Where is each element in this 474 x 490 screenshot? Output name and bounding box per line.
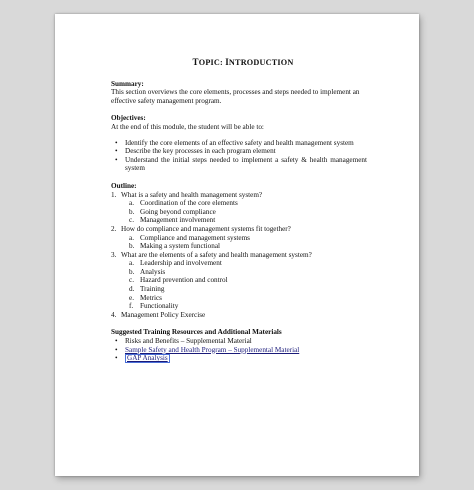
- outline-text: Management Policy Exercise: [121, 310, 206, 319]
- sub-text: Going beyond compliance: [140, 207, 216, 216]
- title-initial: T: [192, 57, 199, 67]
- resource-link-gap-analysis[interactable]: [125, 354, 170, 363]
- outline-number: 4.: [111, 310, 117, 319]
- sub-text: Hazard prevention and control: [140, 276, 228, 285]
- resource-risks-benefits: Risks and Benefits – Supplemental Material: [125, 337, 252, 346]
- summary-heading: Summary:: [111, 79, 144, 88]
- outline-subitem: [129, 208, 367, 217]
- sub-text: Coordination of the core elements: [140, 199, 238, 208]
- outline-section: [111, 182, 367, 320]
- outline-sublist: [121, 259, 367, 311]
- objectives-section: [111, 114, 367, 173]
- outline-heading: Outline:: [111, 181, 137, 190]
- sub-letter: c.: [129, 276, 134, 285]
- outline-subitem: [129, 234, 367, 243]
- resources-heading: Suggested Training Resources and Additional Materials: [111, 328, 282, 337]
- sub-letter: a.: [129, 233, 134, 242]
- outline-number: 3.: [111, 250, 117, 259]
- outline-text: How do compliance and management systems fit together?: [121, 224, 291, 233]
- summary-section: [111, 80, 367, 106]
- resource-link-sample-program[interactable]: Sample Safety and Health Program – Supplemental Material: [125, 345, 300, 354]
- outline-number: 2.: [111, 224, 117, 233]
- sub-text: Management involvement: [140, 216, 216, 225]
- document-content: [111, 58, 367, 363]
- sub-letter: b.: [129, 207, 135, 216]
- title-separator: :: [220, 58, 226, 67]
- outline-text: What is a safety and health management system?: [121, 190, 263, 199]
- outline-text: What are the elements of a safety and health management system?: [121, 250, 312, 259]
- outline-item: [111, 311, 367, 320]
- sub-text: Leadership and involvement: [140, 259, 222, 268]
- outline-item: [111, 225, 367, 251]
- outline-subitem: [129, 259, 367, 268]
- gap-analysis-label[interactable]: GAP Analysis: [127, 354, 168, 363]
- resources-list: [111, 337, 367, 363]
- page-title: [111, 58, 367, 68]
- outline-subitem: [129, 302, 367, 311]
- outline-subitem: [129, 276, 367, 285]
- sub-text: Training: [140, 285, 165, 294]
- resources-section: [111, 328, 367, 363]
- sub-letter: d.: [129, 285, 135, 294]
- list-item: • Identify the core elements of an effective safety and health management system: [111, 139, 367, 148]
- list-item: • Understand the initial steps needed to implement a safety & health management system: [111, 156, 367, 173]
- outline-number: 1.: [111, 190, 117, 199]
- sub-text: Compliance and management systems: [140, 233, 250, 242]
- sub-letter: b.: [129, 242, 135, 251]
- sub-text: Functionality: [140, 302, 179, 311]
- resource-item[interactable]: [111, 346, 367, 355]
- sub-letter: a.: [129, 199, 134, 208]
- title-rest: OPIC: [198, 58, 221, 67]
- title-initial-2: I: [225, 57, 229, 67]
- sub-text: Analysis: [140, 267, 166, 276]
- outline-subitem: [129, 216, 367, 225]
- outline-item: [111, 191, 367, 225]
- outline-item: [111, 251, 367, 311]
- sub-letter: a.: [129, 259, 134, 268]
- title-rest-2: NTRODUCTION: [228, 58, 294, 67]
- objectives-list: [111, 139, 367, 173]
- objectives-intro: At the end of this module, the student will be able to:: [111, 122, 264, 131]
- outline-subitem: [129, 285, 367, 294]
- sub-text: Metrics: [140, 293, 162, 302]
- resource-item: [111, 337, 367, 346]
- summary-text: This section overviews the core elements, processes and steps needed to implement an effective safety management program.: [111, 88, 360, 105]
- document-page: [55, 14, 419, 476]
- outline-subitem: [129, 242, 367, 251]
- outline-subitem: [129, 294, 367, 303]
- sub-text: Making a system functional: [140, 242, 221, 251]
- objectives-heading: Objectives:: [111, 114, 146, 123]
- sub-letter: e.: [129, 293, 134, 302]
- outline-sublist: [121, 234, 367, 251]
- outline-sublist: [121, 199, 367, 225]
- sub-letter: c.: [129, 216, 134, 225]
- outline-list: [111, 191, 367, 320]
- sub-letter: b.: [129, 267, 135, 276]
- outline-subitem: [129, 199, 367, 208]
- sub-letter: f.: [129, 302, 134, 311]
- list-item: • Describe the key processes in each program element: [111, 147, 367, 156]
- outline-subitem: [129, 268, 367, 277]
- resource-item[interactable]: [111, 354, 367, 363]
